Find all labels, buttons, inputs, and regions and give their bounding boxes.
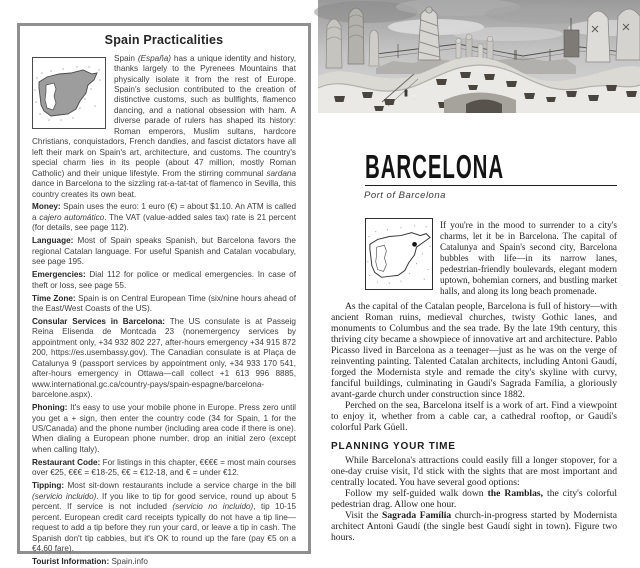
lead-row — [331, 218, 617, 297]
paragraph-catalan-capital: As the capital of the Catalan people, Barcelona is full of history—with ancient Roman ruins, medieval churches, twisty Gothic lanes, and monuments to Columbus and the sea trade. By the late 19th century, this thriving city became a showpiece of innovative art and architecture. Pablo Picasso lived in Barcelona as a teenager—just as he was on the verge of reinventing painting. Talented Catalan architects, including Antoni Gaudí, forged the Modernista style and remade the city's skyline with curvy, fanciful buildings, culminating in Gaudí's Sagrada Família, a gloriously avant-garde church under construction since 1882. — [331, 300, 617, 400]
sidebar-phoning: Phoning: It's easy to use your mobile phone in Europe. Press zero until you get a + sign, then enter the country code (34 for Spain, 1 for the US/Canada) and the phone number (including area code if there is one). When dialing a European phone number, drop an initial zero (except when calling Italy). — [32, 403, 296, 454]
paragraph-ramblas: Follow my self-guided walk down the Ramblas, the city's colorful pedestrian drag. Allow one hour. — [331, 488, 617, 511]
paragraph-planning-intro: While Barcelona's attractions could easily fill a longer stopover, for a one-day cruise visit, I'd stick with the sights that are most important and centrally located. You have several good options: — [331, 455, 617, 489]
chapter-title: BARCELONA — [365, 148, 505, 185]
chapter-subtitle: Port of Barcelona — [364, 190, 446, 201]
sidebar-tipping: Tipping: Most sit-down restaurants include a service charge in the bill (servicio incluido). If you like to tip for good service, round up about 5 percent. If service is not included (servicio no incluido), tip 10-15 percent. European credit card receipts typically do not have a tip line—request to add a tip before they run your card, or leave a tip in cash. The Spanish don't tip cabbies, but it's OK to round up the fare (pay €5 on a €4.60 fare). — [32, 481, 296, 554]
spain-practicalities-box — [17, 23, 311, 566]
chapter-title-row — [365, 150, 617, 183]
paragraph-perched-on-sea: Perched on the sea, Barcelona itself is a work of art. Find a viewpoint to enjoy it, whether from a cable car, a cathedral rooftop, or Gaudí's colorful Park Güell. — [331, 399, 617, 433]
sidebar-restaurant-code: Restaurant Code: For listings in this chapter, €€€€ = most main courses over €25, €€€ = €18-25, €€ = €12-18, and € = under €12. — [32, 457, 296, 478]
lead-paragraph: If you're in the mood to surrender to a city's charms, let it be in Barcelona. The capital of Catalunya and Spain's second city, Barcelona bubbles with life—in its narrow lanes, pedestrian-friendly boulevards, elegant modern uptown, bohemian corners, and bustling market halls, and along its long beach promenade. — [440, 219, 617, 296]
planning-your-time-heading: PLANNING YOUR TIME — [331, 440, 456, 452]
title-rule — [365, 185, 617, 186]
sidebar-consular-services: Consular Services in Barcelona: The US consulate is at Passeig Reina Elisenda de Montcada 23 (nonemergency services by appointment only, +34 932 802 227, after-hours emergency +34 915 872 200, https://es.usembassy.gov). The Canadian consulate is at Plaça de Catalunya 9 (passport services by appointment only, +34 933 170 541, after-hours emergency in Ottawa—call collect +1 613 996 8885, www.international.gc.ca/country-pays/spain-espagne/barcelona-barcelone.aspx). — [32, 317, 296, 400]
paragraph-sagrada-familia: Visit the Sagrada Família church-in-progress started by Modernista architect Antoni Gaudí (the single best Gaudí sight in town). Figure two hours. — [331, 510, 617, 544]
barcelona-chapter — [331, 150, 617, 543]
sidebar-intro: Spain (España) has a unique identity and history, thanks largely to the Pyrenees Mountains that physically isolate it from the rest of Europe. Spain's seclusion contributed to the creation of distinctive customs, such as bullfights, flamenco dancing, and a national obsession with ham. A diverse parade of rulers has shaped its history: Roman emperors, Muslim sultans, hardcore Christians, conquistadors, French dandies, and fascist dictators have all left their mark on Spain's art, architecture, and customs. The country's special charm lies in its people (about 47 million, mostly Roman Catholic) and their unique lifestyle. From the stirring communal sardana dance in Barcelona to the sizzling rat-a-tat-tat of flamenco in Sevilla, this country creates its own beat. — [32, 53, 296, 199]
casa-mila-rooftop-photo — [318, 0, 640, 113]
barcelona-locator-map — [365, 218, 433, 290]
sidebar-language: Language: Most of Spain speaks Spanish, but Barcelona favors the regional Catalan language. For useful Spanish and Catalan vocabulary, see page 195. — [32, 236, 296, 267]
barcelona-locator-map-icon — [366, 219, 432, 289]
sidebar-money: Money: Spain uses the euro: 1 euro (€) = about $1.10. An ATM is called a cajero automático. The VAT (value-added sales tax) rate is 21 percent (for details, see page 112). — [32, 202, 296, 233]
sidebar-time-zone: Time Zone: Spain is on Central European Time (six/nine hours ahead of the East/West Coasts of the US). — [32, 293, 297, 314]
spain-shaded-map-graphic — [32, 57, 106, 129]
spain-map-icon — [33, 58, 105, 128]
sidebar-title: Spain Practicalities — [104, 33, 224, 47]
rooftop-photo-graphic — [318, 0, 640, 113]
sidebar-emergencies: Emergencies: Dial 112 for police or medical emergencies. In case of theft or loss, see page 55. — [32, 270, 296, 290]
sidebar-tourist-information: Tourist Information: Spain.info — [32, 556, 148, 566]
